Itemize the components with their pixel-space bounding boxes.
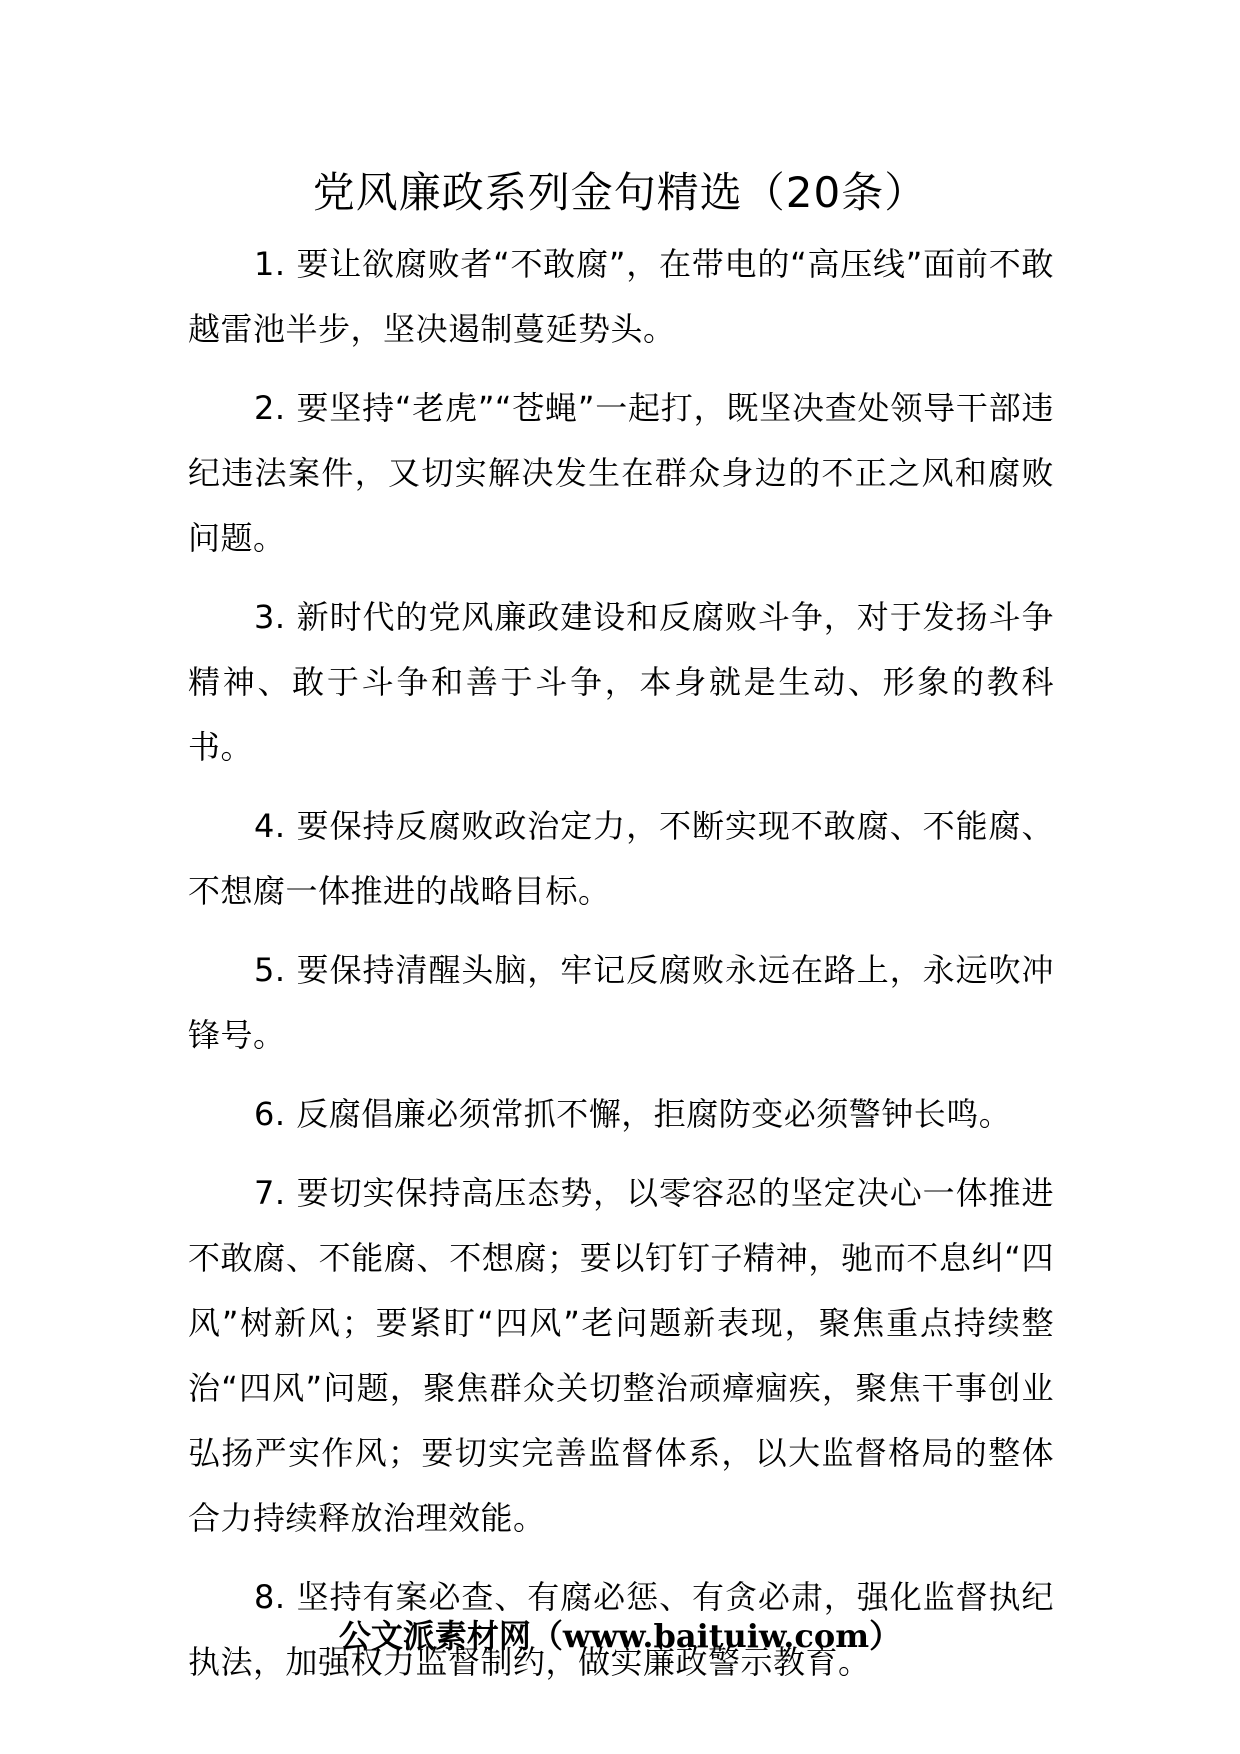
paragraph-8: 8. 坚持有案必查、有腐必惩、有贪必肃，强化监督执纪执法，加强权力监督制约，做实廉政警示教育。 <box>188 1578 1054 1681</box>
paragraph-4: 4. 要保持反腐败政治定力，不断实现不敢腐、不能腐、不想腐一体推进的战略目标。 <box>188 807 1054 910</box>
paragraph-7: 7. 要切实保持高压态势，以零容忍的坚定决心一体推进不敢腐、不能腐、不想腐；要以钉钉子精神，驰而不息纠“四风”树新风；要紧盯“四风”老问题新表现，聚焦重点持续整治“四风”问题，聚焦群众关切整治顽瘴痼疾，聚焦干事创业弘扬严实作风；要切实完善监督体系，以大监督格局的整体合力持续释放治理效能。 <box>188 1174 1054 1537</box>
document-body <box>188 232 1054 1709</box>
paragraph-3: 3. 新时代的党风廉政建设和反腐败斗争，对于发扬斗争精神、敢于斗争和善于斗争，本身就是生动、形象的教科书。 <box>188 598 1054 766</box>
paragraph-2: 2. 要坚持“老虎”“苍蝇”一起打，既坚决查处领导干部违纪违法案件，又切实解决发生在群众身边的不正之风和腐败问题。 <box>188 389 1054 557</box>
footer-source-watermark: 公文派素材网（www.baituiw.com） <box>338 1617 902 1655</box>
paragraph-5: 5. 要保持清醒头脑，牢记反腐败永远在路上，永远吹冲锋号。 <box>188 951 1054 1054</box>
paragraph-6: 6. 反腐倡廉必须常抓不懈，拒腐防变必须警钟长鸣。 <box>254 1095 1012 1133</box>
document-title: 党风廉政系列金句精选（20条） <box>312 168 928 217</box>
paragraph-1: 1. 要让欲腐败者“不敢腐”，在带电的“高压线”面前不敢越雷池半步，坚决遏制蔓延势头。 <box>188 245 1054 348</box>
